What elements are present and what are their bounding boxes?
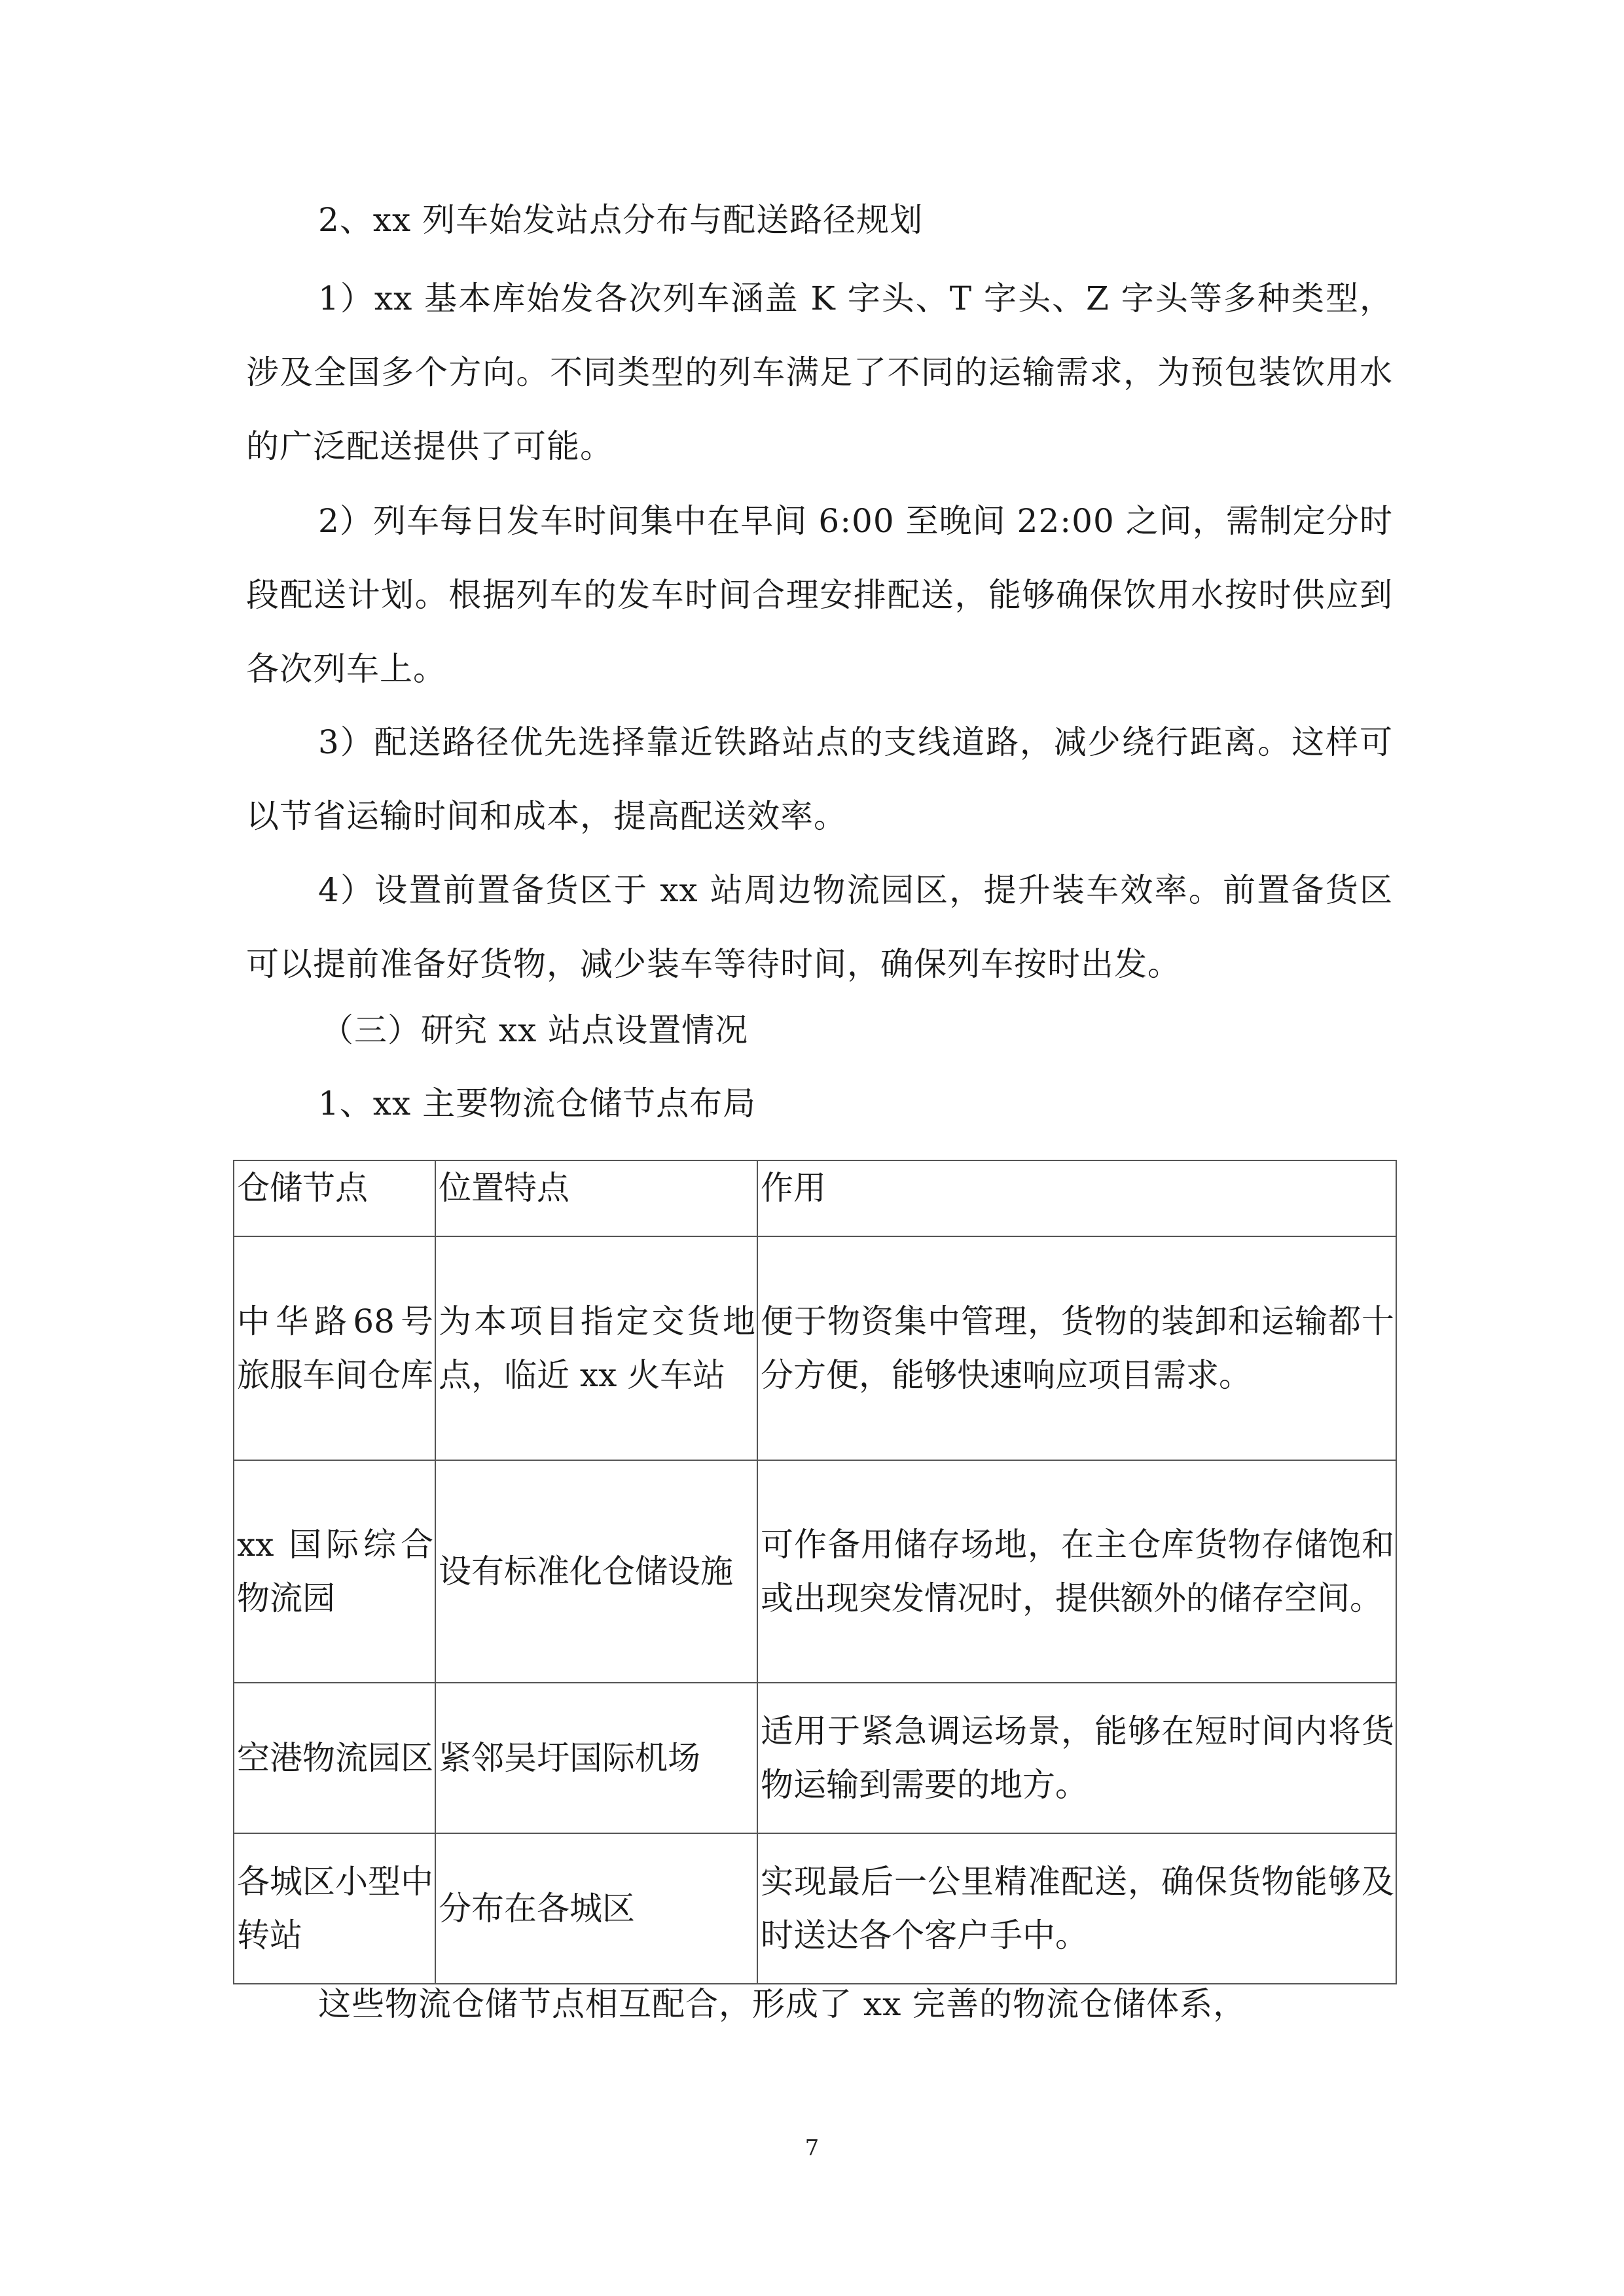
subheading-logistics-nodes: 1、xx 主要物流仓储节点布局 bbox=[318, 1085, 757, 1122]
table-header-cell: 作用 bbox=[757, 1160, 1396, 1236]
table-cell-function: 可作备用储存场地，在主仓库货物存储饱和或出现突发情况时，提供额外的储存空间。 bbox=[757, 1460, 1396, 1683]
page-number: 7 bbox=[804, 2135, 820, 2161]
table-row bbox=[234, 1833, 1396, 1984]
paragraph-3-route-selection: 3）配送路径优先选择靠近铁路站点的支线道路，减少绕行距离。这样可以节省运输时间和成本，提高配送效率。 bbox=[246, 723, 1393, 835]
table-cell-node: xx 国际综合物流园 bbox=[234, 1460, 435, 1683]
table-cell-node: 各城区小型中转站 bbox=[234, 1833, 435, 1984]
table-row bbox=[234, 1460, 1396, 1683]
table-header-cell: 位置特点 bbox=[435, 1160, 757, 1236]
table-cell-location: 设有标准化仓储设施 bbox=[435, 1460, 757, 1683]
closing-paragraph-line: 这些物流仓储节点相互配合，形成了 xx 完善的物流仓储体系， bbox=[318, 1985, 1247, 2023]
table-cell-location: 紧邻吴圩国际机场 bbox=[435, 1683, 757, 1833]
table-cell-function: 便于物资集中管理，货物的装卸和运输都十分方便，能够快速响应项目需求。 bbox=[757, 1236, 1396, 1460]
section-heading-station-setup: （三）研究 xx 站点设置情况 bbox=[321, 1011, 749, 1049]
warehouse-nodes-table bbox=[233, 1160, 1397, 1984]
table-cell-function: 适用于紧急调运场景，能够在短时间内将货物运输到需要的地方。 bbox=[757, 1683, 1396, 1833]
table-cell-function: 实现最后一公里精准配送，确保货物能够及时送达各个客户手中。 bbox=[757, 1833, 1396, 1984]
table-row bbox=[234, 1236, 1396, 1460]
table-cell-node: 空港物流园区 bbox=[234, 1683, 435, 1833]
table-cell-location: 分布在各城区 bbox=[435, 1833, 757, 1984]
paragraph-1-train-types: 1）xx 基本库始发各次列车涵盖 K 字头、T 字头、Z 字头等多种类型，涉及全国多个方向。不同类型的列车满足了不同的运输需求，为预包装饮用水的广泛配送提供了可能。 bbox=[246, 279, 1393, 465]
table-header-row bbox=[234, 1160, 1396, 1236]
table-header-cell: 仓储节点 bbox=[234, 1160, 435, 1236]
heading-train-stations-routes: 2、xx 列车始发站点分布与配送路径规划 bbox=[318, 201, 924, 239]
table-row bbox=[234, 1683, 1396, 1833]
paragraph-4-staging-area: 4）设置前置备货区于 xx 站周边物流园区，提升装车效率。前置备货区可以提前准备好货物，减少装车等待时间，确保列车按时出发。 bbox=[246, 871, 1393, 983]
paragraph-2-departure-times: 2）列车每日发车时间集中在早间 6:00 至晚间 22:00 之间，需制定分时段配送计划。根据列车的发车时间合理安排配送，能够确保饮用水按时供应到各次列车上。 bbox=[246, 502, 1393, 688]
table-cell-location: 为本项目指定交货地点，临近 xx 火车站 bbox=[435, 1236, 757, 1460]
table-cell-node: 中华路68号旅服车间仓库 bbox=[234, 1236, 435, 1460]
